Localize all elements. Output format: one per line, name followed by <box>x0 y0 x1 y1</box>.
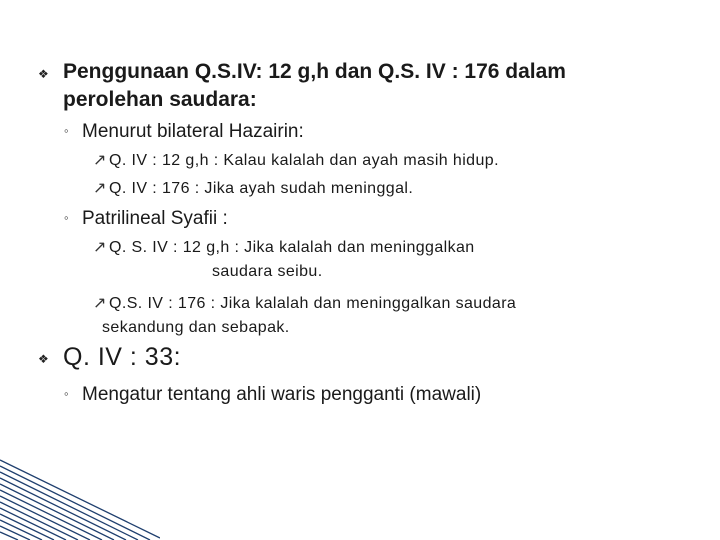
item1-title <box>63 58 566 114</box>
item2-title-text: Q. IV : 33: <box>63 343 182 371</box>
diagonal-stripes-decoration <box>0 450 160 540</box>
point-text: Q. S. IV : 12 g,h : Jika kalalah dan meninggalkan <box>109 239 475 256</box>
point-patrilineal-1 <box>93 236 475 259</box>
sub-item-label: Menurut bilateral Hazairin: <box>82 121 304 142</box>
point-patrilineal-2-cont: sekandung dan sebapak. <box>102 319 290 336</box>
square-bullet-icon: ❖ <box>38 67 49 81</box>
point-text: Q.S. IV : 176 : Jika kalalah dan meninggalkan saudara <box>109 295 517 312</box>
arrow-bullet-icon: ↗ <box>93 295 107 312</box>
point-text: Q. IV : 176 : Jika ayah sudah meninggal. <box>109 180 414 197</box>
item1-title-line1: Penggunaan Q.S.IV: 12 g,h dan Q.S. IV : 176 dalam <box>63 60 566 83</box>
square-bullet-icon: ❖ <box>38 352 49 366</box>
point-patrilineal-1-cont: saudara seibu. <box>212 263 323 280</box>
ring-bullet-icon: ◦ <box>64 386 69 401</box>
arrow-bullet-icon: ↗ <box>93 152 107 169</box>
item1-title-line2: perolehan saudara: <box>63 88 257 111</box>
point-bilateral-1 <box>93 149 499 172</box>
point-patrilineal-2 <box>93 292 516 315</box>
sub-item-patrilineal <box>64 206 228 231</box>
item2-title <box>63 342 181 372</box>
ring-bullet-icon: ◦ <box>64 210 69 225</box>
sub-item-mawali <box>64 382 481 407</box>
sub-item-label: Mengatur tentang ahli waris pengganti (mawali) <box>82 384 482 405</box>
sub-item-bilateral <box>64 119 304 144</box>
sub-item-label: Patrilineal Syafii : <box>82 208 228 229</box>
arrow-bullet-icon: ↗ <box>93 180 107 197</box>
ring-bullet-icon: ◦ <box>64 123 69 138</box>
point-bilateral-2 <box>93 177 413 200</box>
arrow-bullet-icon: ↗ <box>93 239 107 256</box>
point-text: Q. IV : 12 g,h : Kalau kalalah dan ayah masih hidup. <box>109 152 499 169</box>
